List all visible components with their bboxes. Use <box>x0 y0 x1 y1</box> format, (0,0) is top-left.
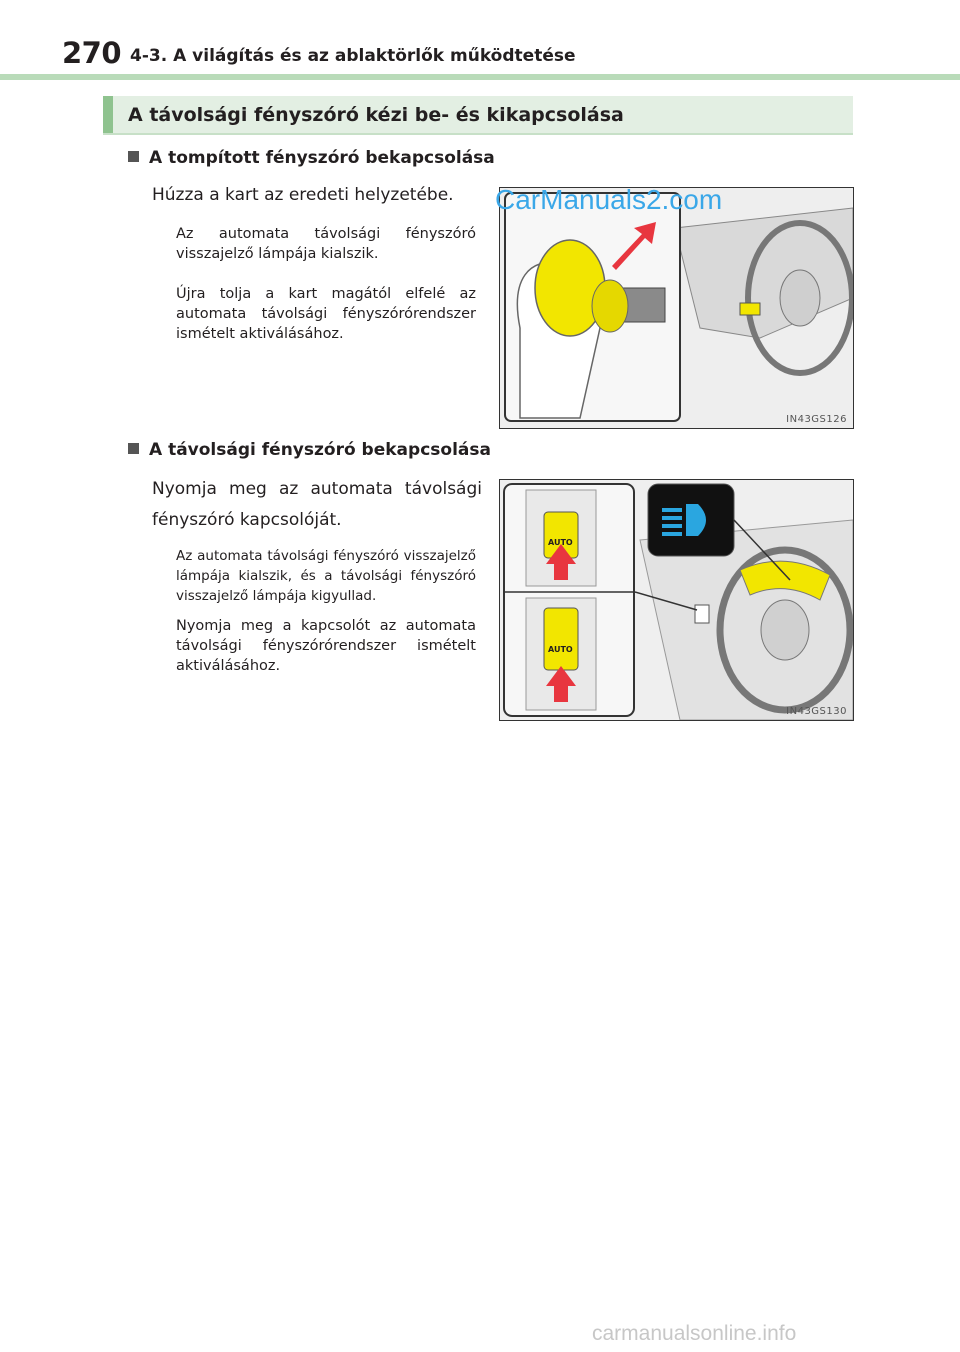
switch-illustration <box>500 480 853 720</box>
instruction-high-beam: Nyomja meg az automata távolsági fényszóró kapcsolóját. <box>152 479 482 530</box>
figure-code: IN43GS130 <box>786 706 847 717</box>
figure-auto-switch <box>499 479 854 721</box>
heading-high-beam-text: A távolsági fényszóró bekapcsolása <box>149 440 491 460</box>
note-low-beam-1: Az automata távolsági fényszóró visszajelző lámpája kialszik. <box>176 226 476 262</box>
heading-low-beam <box>128 148 495 168</box>
section-underline <box>103 133 853 135</box>
page-number: 270 <box>62 36 122 70</box>
chapter-title: 4-3. A világítás és az ablaktörlők működtetése <box>130 46 576 66</box>
footer-watermark: carmanualsonline.info <box>592 1322 797 1345</box>
auto-button-label-bottom: AUTO <box>548 645 573 654</box>
watermark-carmanuals2: CarManuals2.com <box>495 184 723 215</box>
auto-button-label-top: AUTO <box>548 538 573 547</box>
section-title: A távolsági fényszóró kézi be- és kikapcsolása <box>128 104 624 126</box>
heading-low-beam-text: A tompított fényszóró bekapcsolása <box>149 148 495 168</box>
note-high-beam-1: Az automata távolsági fényszóró visszajelző lámpája kialszik, és a távolsági fényszóró visszajelző lámpája kigyullad. <box>176 548 476 604</box>
figure-lever-pull <box>499 187 854 429</box>
figure-code: IN43GS126 <box>786 414 847 425</box>
lever-illustration <box>500 188 853 428</box>
section-title-accent <box>103 96 113 134</box>
bullet-square-icon <box>128 443 139 454</box>
note-low-beam-2: Újra tolja a kart magától elfelé az automata távolsági fényszórórendszer ismételt aktiválásához. <box>176 286 476 342</box>
bullet-square-icon <box>128 151 139 162</box>
heading-high-beam <box>128 440 491 460</box>
header-rule <box>0 74 960 80</box>
instruction-low-beam: Húzza a kart az eredeti helyzetébe. <box>152 185 454 205</box>
note-high-beam-2: Nyomja meg a kapcsolót az automata távolsági fényszórórendszer ismételt aktiválásához. <box>176 618 476 674</box>
